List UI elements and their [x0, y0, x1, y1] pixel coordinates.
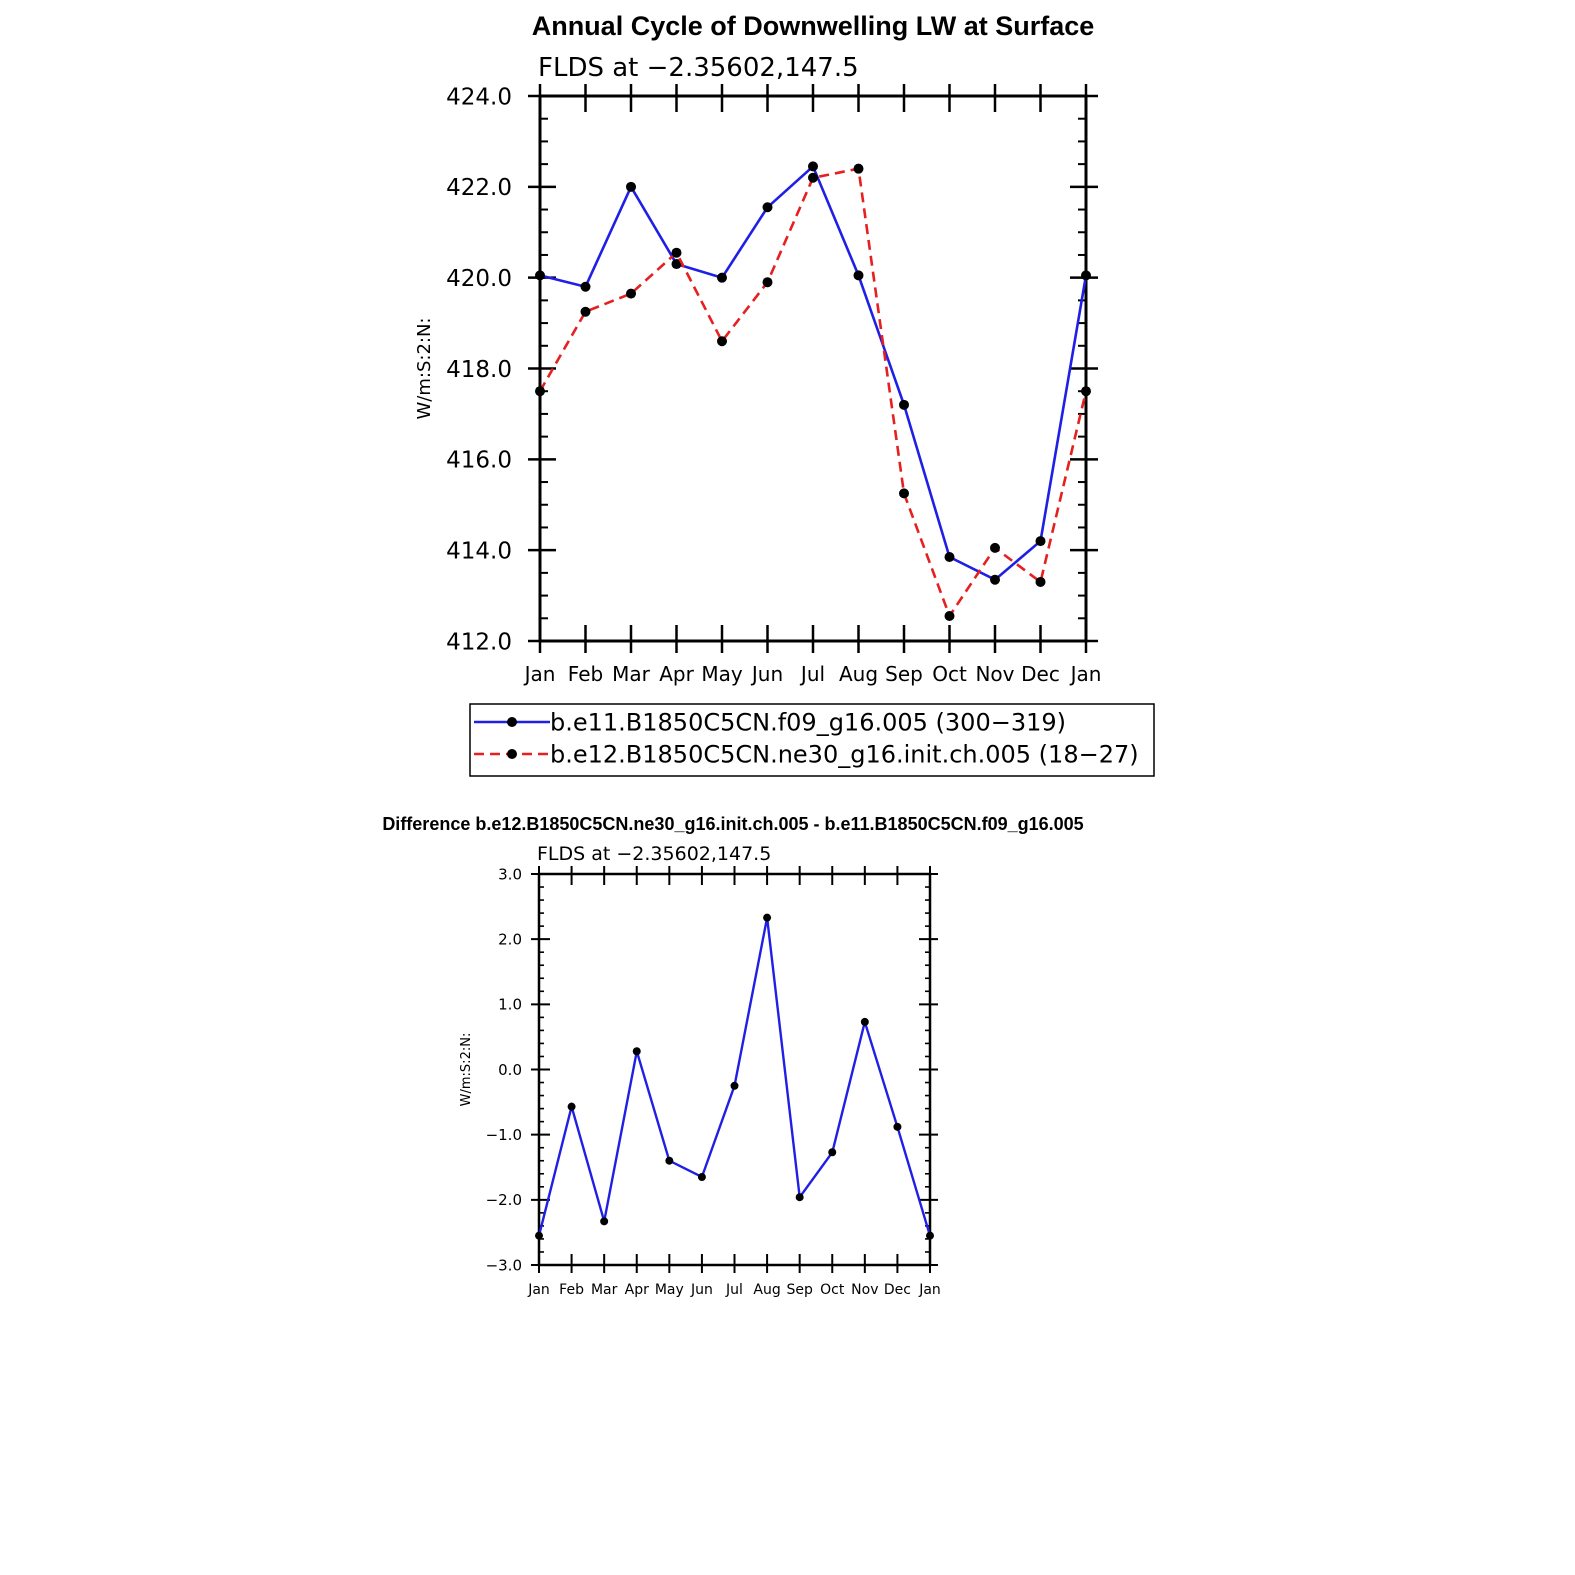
data-point	[1036, 536, 1046, 546]
y-tick-label: 0.0	[498, 1060, 522, 1079]
plot-frame	[539, 874, 930, 1265]
x-tick-label: Jan	[919, 1282, 941, 1298]
y-tick-label: 414.0	[446, 538, 512, 565]
data-point	[535, 270, 545, 280]
data-point	[698, 1173, 706, 1181]
x-tick-label: May	[701, 662, 743, 686]
x-tick-label: May	[654, 1282, 684, 1298]
data-point	[854, 164, 864, 174]
data-point	[763, 277, 773, 287]
data-point	[854, 270, 864, 280]
data-point	[861, 1018, 869, 1026]
series-line-1	[539, 918, 930, 1236]
data-point	[808, 173, 818, 183]
data-point	[763, 202, 773, 212]
data-point	[600, 1217, 608, 1225]
data-point	[945, 611, 955, 621]
y-tick-label: 424.0	[446, 84, 512, 111]
y-tick-label: 416.0	[446, 447, 512, 474]
x-tick-label: Oct	[932, 662, 967, 686]
legend-label-1: b.e11.B1850C5CN.f09_g16.005 (300−319)	[550, 708, 1066, 737]
x-tick-label: Jul	[800, 662, 826, 686]
data-point	[568, 1103, 576, 1111]
x-tick-label: Jan	[1070, 662, 1102, 686]
y-axis-label: W/m:S:2:N:	[414, 317, 435, 420]
x-tick-label: Oct	[820, 1282, 845, 1298]
x-tick-label: Feb	[559, 1282, 584, 1298]
y-tick-label: 420.0	[446, 265, 512, 292]
data-point	[1081, 270, 1091, 280]
y-tick-label: 2.0	[498, 930, 522, 949]
x-tick-label: Nov	[975, 662, 1015, 686]
x-tick-label: Jan	[528, 1282, 550, 1298]
x-tick-label: Apr	[624, 1282, 649, 1298]
data-point	[717, 336, 727, 346]
data-point	[717, 273, 727, 283]
data-point	[626, 289, 636, 299]
x-tick-label: Feb	[567, 662, 604, 686]
data-point	[581, 307, 591, 317]
data-point	[796, 1193, 804, 1201]
x-tick-label: Nov	[851, 1282, 879, 1298]
x-tick-label: Jun	[690, 1282, 713, 1298]
x-tick-label: Mar	[590, 1282, 618, 1298]
data-point	[990, 575, 1000, 585]
data-point	[626, 182, 636, 192]
x-tick-label: Aug	[753, 1282, 781, 1298]
legend-marker	[507, 717, 517, 727]
x-tick-label: Sep	[786, 1282, 813, 1298]
chart-title: Difference b.e12.B1850C5CN.ne30_g16.init.ch.005 - b.e11.B1850C5CN.f09_g16.005	[382, 814, 1084, 834]
data-point	[945, 552, 955, 562]
y-tick-label: 422.0	[446, 175, 512, 202]
x-tick-label: Jul	[726, 1282, 743, 1298]
data-point	[763, 914, 771, 922]
data-point	[581, 282, 591, 292]
data-point	[990, 543, 1000, 553]
data-point	[672, 248, 682, 258]
series-line-1	[540, 166, 1086, 579]
data-point	[893, 1123, 901, 1131]
legend-marker	[507, 749, 517, 759]
chart-title: Annual Cycle of Downwelling LW at Surface	[531, 11, 1095, 41]
chart-difference	[382, 814, 1083, 1298]
data-point	[731, 1082, 739, 1090]
data-point	[665, 1157, 673, 1165]
x-tick-label: Sep	[885, 662, 923, 686]
data-point	[899, 488, 909, 498]
x-tick-label: Jan	[524, 662, 556, 686]
data-point	[1081, 386, 1091, 396]
x-tick-label: Jun	[751, 662, 784, 686]
chart-subtitle: FLDS at −2.35602,147.5	[538, 53, 859, 83]
x-tick-label: Dec	[1021, 662, 1060, 686]
chart-annual-cycle	[414, 11, 1154, 776]
x-tick-label: Apr	[659, 662, 694, 686]
data-point	[1036, 577, 1046, 587]
data-point	[808, 161, 818, 171]
y-axis-label: W/m:S:2:N:	[459, 1032, 474, 1107]
y-tick-label: −2.0	[485, 1191, 522, 1210]
data-point	[899, 400, 909, 410]
y-tick-label: 412.0	[446, 629, 512, 656]
chart-subtitle: FLDS at −2.35602,147.5	[537, 843, 772, 865]
legend-label-2: b.e12.B1850C5CN.ne30_g16.init.ch.005 (18−27)	[550, 740, 1139, 769]
y-tick-label: 3.0	[498, 865, 522, 884]
series-line-2	[540, 169, 1086, 616]
x-tick-label: Mar	[612, 662, 650, 686]
data-point	[926, 1232, 934, 1240]
data-point	[633, 1047, 641, 1055]
y-tick-label: 418.0	[446, 356, 512, 383]
data-point	[535, 386, 545, 396]
data-point	[828, 1148, 836, 1156]
x-tick-label: Dec	[883, 1282, 911, 1298]
y-tick-label: −3.0	[485, 1256, 522, 1275]
data-point	[535, 1232, 543, 1240]
x-tick-label: Aug	[838, 662, 879, 686]
y-tick-label: 1.0	[498, 995, 522, 1014]
y-tick-label: −1.0	[485, 1126, 522, 1145]
